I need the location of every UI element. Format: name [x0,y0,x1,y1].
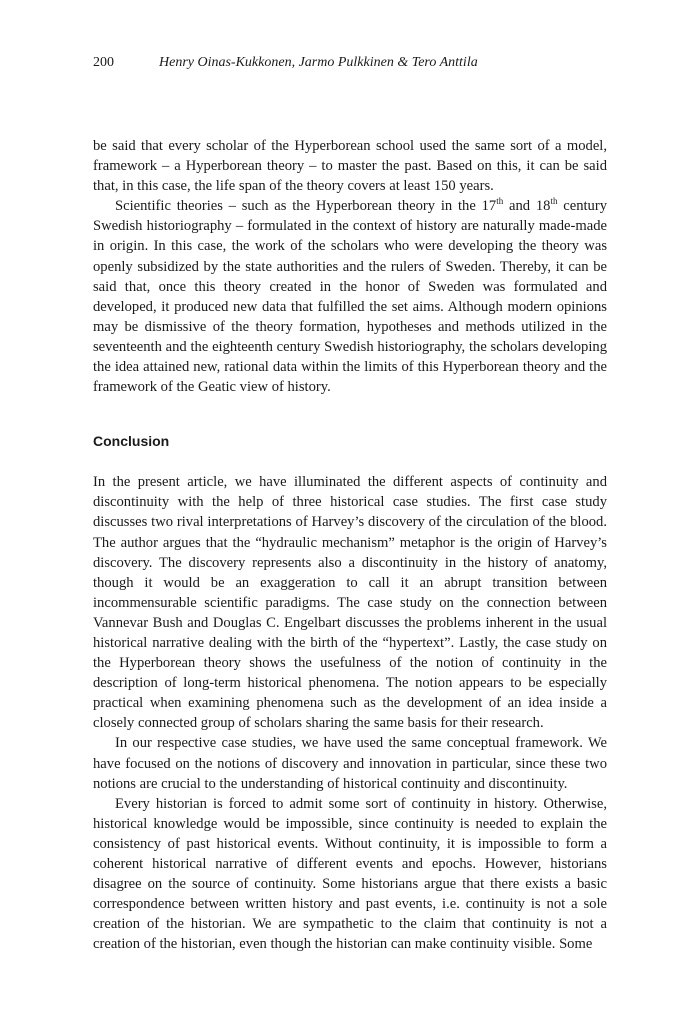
body-text [93,136,607,954]
book-page [93,54,607,954]
running-head-authors: Henry Oinas-Kukkonen, Jarmo Pulkkinen & Tero Anttila [159,55,478,70]
paragraph: In the present article, we have illuminated the different aspects of continuity and discontinuity with the help of three historical case studies. The first case study discusses two rival interpretations of Harvey’s discovery of the circulation of the blood. The author argues that the “hydraulic mechanism” metaphor is the origin of Harvey’s discovery. The discovery represents also a discontinuity in the history of anatomy, though it would be an exaggeration to call it an abrupt transition between incommensurable scientific paradigms. The case study on the connection between Vannevar Bush and Douglas C. Engelbart discusses the problems inherent in the usual historical narrative dealing with the birth of the “hypertext”. Lastly, the case study on the Hyperborean theory shows the usefulness of the notion of continuity in the description of long-term historical phenomena. The notion appears to be especially practical when examining phenomena such as the development of an idea inside a closely connected group of scholars sharing the same basis for their research. [93,474,607,732]
paragraph: Every historian is forced to admit some sort of continuity in history. Otherwise, historical knowledge would be impossible, since continuity is needed to explain the consistency of past historical events. Without continuity, it is impossible to form a coherent historical narrative of different events and epochs. However, historians disagree on the source of continuity. Some historians argue that there exists a basic correspondence between written history and past events, i.e. continuity is not a sole creation of the historian. We are sympathetic to the claim that continuity is not a creation of the historian, even though the historian can make continuity visible. Some [93,795,607,953]
superscript: th [550,196,558,207]
superscript: th [496,196,504,207]
running-head [93,54,607,72]
text-run: century Swedish historiography – formulated in the context of history are naturally made-made in origin. In this case, the work of the scholars who were developing the theory was openly subsidized by the state authorities and the rulers of Sweden. Thereby, it can be said that, once this theory created in the honor of Sweden was formulated and developed, it produced new data that fulfilled the set aims. Although modern opinions may be dismissive of the theory formation, hypotheses and methods utilized in the seventeenth and the eighteenth century Swedish historiography, the scholars developing the idea attained new, rational data within the limits of this Hyperborean theory and the framework of the Geatic view of history. [93,198,607,396]
text-run: and 18 [503,198,551,215]
paragraph: In our respective case studies, we have used the same conceptual framework. We have focused on the notions of discovery and innovation in particular, since these two notions are crucial to the understanding of historical continuity and discontinuity. [93,735,607,792]
paragraph [93,196,607,397]
paragraph: be said that every scholar of the Hyperborean school used the same sort of a model, framework – a Hyperborean theory – to master the past. Based on this, it can be said that, in this case, the life span of the theory covers at least 150 years. [93,138,607,195]
page-number: 200 [93,55,114,70]
text-run: Scientific theories – such as the Hyperborean theory in the 17 [115,198,497,215]
section-heading: Conclusion [93,433,170,450]
